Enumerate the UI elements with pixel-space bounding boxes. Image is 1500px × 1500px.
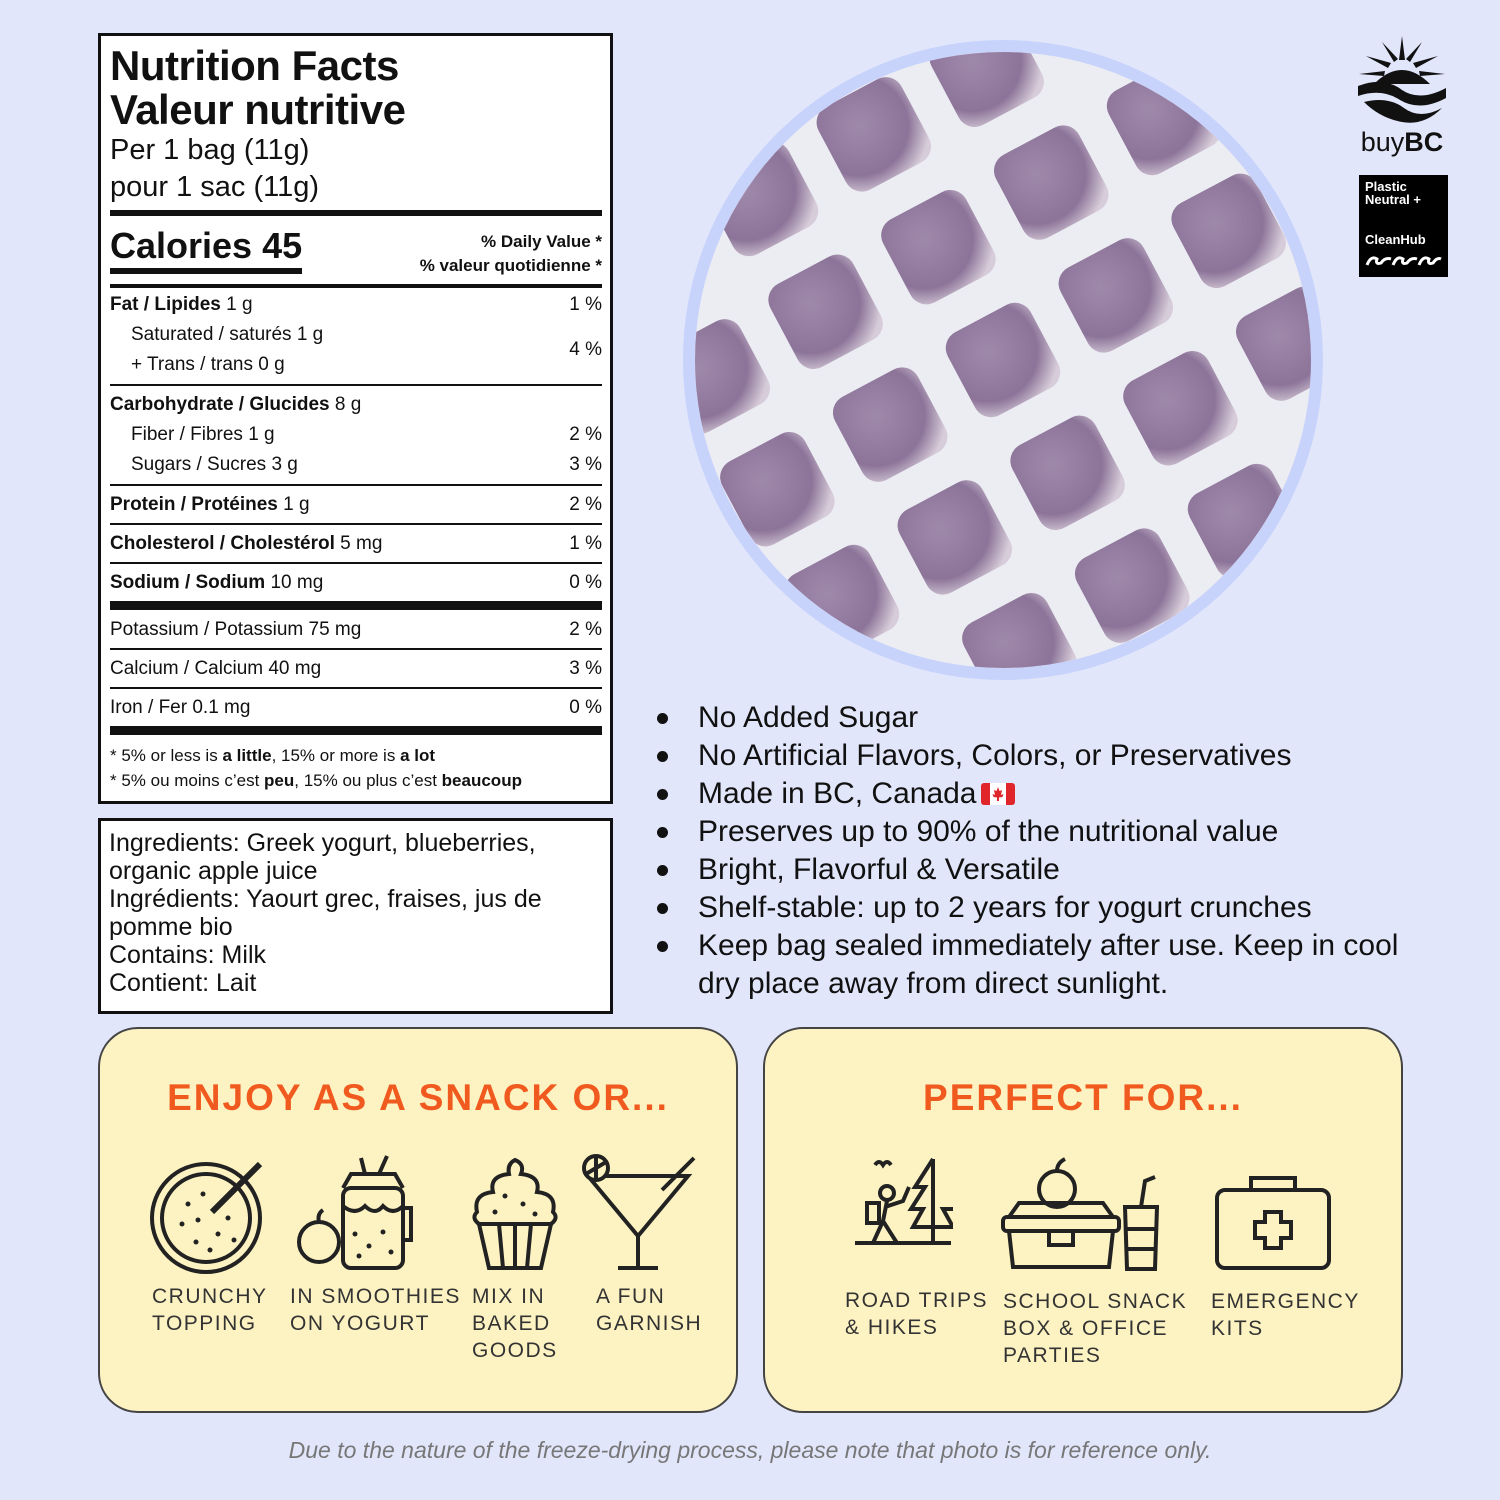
- enjoy-panel: [98, 1027, 738, 1413]
- feature-item: Keep bag sealed immediately after use. Keep in cool dry place away from direct sunlight.: [655, 927, 1415, 1003]
- nutrition-facts-panel: [98, 33, 613, 804]
- yogurt-piece: [827, 361, 954, 488]
- perfect-for-title: PERFECT FOR...: [923, 1077, 1243, 1118]
- protein-amount: 1 g: [277, 494, 310, 515]
- garnish-item: [578, 1154, 698, 1274]
- ingredients-en: Ingredients: Greek yogurt, blueberries, organic apple juice: [109, 829, 536, 885]
- perfect-for-panel: [763, 1027, 1403, 1413]
- yogurt-piece: [1246, 570, 1311, 668]
- carb-label: Carbohydrate / Glucides: [110, 394, 330, 415]
- yogurt-piece: [695, 52, 760, 150]
- bowl-icon: [148, 1154, 268, 1274]
- sun-mountain-icon: [1354, 28, 1450, 124]
- first-aid-kit-icon: [1213, 1172, 1333, 1272]
- yogurt-piece: [1230, 280, 1311, 407]
- yogurt-piece: [1069, 522, 1196, 649]
- cholesterol-row: [110, 525, 602, 562]
- calories-row: [110, 216, 602, 284]
- calories-label: Calories 45: [110, 226, 302, 274]
- nutrition-title-en: Nutrition Facts: [110, 42, 399, 89]
- feature-item: Preserves up to 90% of the nutritional value: [655, 813, 1415, 851]
- yogurt-piece: [695, 603, 793, 668]
- fiber-label: Fiber / Fibres 1 g: [131, 424, 275, 445]
- calcium-dv: 3 %: [569, 658, 602, 679]
- daily-value-footnote: [110, 735, 602, 793]
- cholesterol-dv: 1 %: [569, 533, 602, 554]
- garnish-label: A FUN GARNISH: [596, 1285, 703, 1335]
- sugars-label: Sugars / Sucres 3 g: [131, 454, 298, 475]
- yogurt-piece: [939, 296, 1066, 423]
- yogurt-piece: [988, 119, 1115, 246]
- protein-dv: 2 %: [569, 494, 602, 515]
- potassium-dv: 2 %: [569, 619, 602, 640]
- yogurt-piece: [956, 587, 1083, 668]
- product-photo: [683, 40, 1323, 680]
- baked-goods-label: MIX IN BAKED GOODS: [472, 1285, 558, 1362]
- sugars-row: [110, 450, 602, 480]
- carb-amount: 8 g: [329, 394, 362, 415]
- nutrition-title-fr: Valeur nutritive: [110, 86, 406, 133]
- saturated-row: Saturated / saturés 1 g: [131, 324, 324, 345]
- potassium-label: Potassium / Potassium 75 mg: [110, 619, 362, 640]
- enjoy-title: ENJOY AS A SNACK OR...: [167, 1077, 669, 1118]
- ingredients-panel: [98, 818, 613, 1014]
- footnote-en: * 5% or less is a little, 15% or more is a lot: [110, 746, 436, 765]
- calcium-row: [110, 650, 602, 687]
- divider: [110, 726, 602, 735]
- fat-label: Fat / Lipides: [110, 294, 221, 315]
- cleanhub-label: CleanHub: [1365, 232, 1426, 247]
- yogurt-piece: [695, 313, 776, 440]
- cholesterol-amount: 5 mg: [334, 533, 383, 554]
- yogurt-piece: [1004, 409, 1131, 536]
- yogurt-piece: [843, 651, 970, 668]
- fat-amount: 1 g: [220, 294, 253, 315]
- yogurt-piece: [1100, 54, 1227, 181]
- yogurt-piece: [697, 135, 824, 262]
- iron-row: [110, 689, 602, 726]
- school-snack-label: SCHOOL SNACK BOX & OFFICE PARTIES: [1003, 1290, 1188, 1367]
- crunchy-topping-label: CRUNCHY TOPPING: [152, 1285, 268, 1335]
- yogurt-piece: [695, 200, 712, 327]
- wave-icon: [1365, 251, 1443, 269]
- calcium-label: Calcium / Calcium 40 mg: [110, 658, 322, 679]
- feature-item: Made in BC, Canada: [655, 775, 1415, 813]
- yogurt-piece: [1165, 167, 1292, 294]
- smoothie-icon: [295, 1154, 415, 1274]
- daily-value-header: [420, 226, 602, 278]
- daily-value-fr: % valeur quotidienne *: [419, 256, 602, 275]
- baked-goods-item: [465, 1154, 565, 1274]
- divider: [110, 601, 602, 610]
- photo-disclaimer: Due to the nature of the freeze-drying process, please note that photo is for reference only.: [288, 1437, 1212, 1463]
- emergency-kits-item: [1213, 1172, 1333, 1272]
- sat-trans-dv: 4 %: [569, 339, 602, 360]
- serving-size-en: Per 1 bag (11g): [110, 134, 310, 166]
- yogurt-piece: [746, 52, 873, 85]
- sat-trans-group: [110, 320, 602, 380]
- smoothies-item: [295, 1154, 415, 1274]
- sodium-dv: 0 %: [569, 572, 602, 593]
- smoothies-label: IN SMOOTHIES ON YOGURT: [290, 1285, 461, 1335]
- fat-row: [110, 288, 602, 320]
- contains-en: Contains: Milk: [109, 941, 266, 969]
- serving-size-fr: pour 1 sac (11g): [110, 171, 320, 203]
- hiker-icon: [853, 1157, 953, 1245]
- cleanhub-badge: [1359, 175, 1448, 277]
- yogurt-crunch-pieces: [695, 52, 1311, 668]
- school-snack-item: [999, 1157, 1167, 1273]
- footnote-fr: * 5% ou moins c’est peu, 15% ou plus c’est beaucoup: [110, 771, 522, 790]
- cholesterol-label: Cholesterol / Cholestérol: [110, 533, 335, 554]
- sodium-amount: 10 mg: [265, 572, 324, 593]
- yogurt-piece: [1052, 232, 1179, 359]
- yogurt-piece: [695, 490, 728, 617]
- yogurt-piece: [1294, 393, 1311, 520]
- iron-label: Iron / Fer 0.1 mg: [110, 697, 251, 718]
- yogurt-piece: [778, 538, 905, 665]
- yogurt-piece: [875, 184, 1002, 311]
- feature-item: No Added Sugar: [655, 699, 1415, 737]
- buybc-logo: [1354, 28, 1450, 158]
- carb-row: [110, 386, 602, 420]
- yogurt-piece: [1213, 52, 1311, 117]
- cupcake-icon: [465, 1154, 565, 1274]
- fiber-row: [110, 420, 602, 450]
- sugars-dv: 3 %: [569, 454, 602, 475]
- road-trips-label: ROAD TRIPS & HIKES: [845, 1289, 988, 1339]
- crunchy-topping-item: [148, 1154, 268, 1274]
- contains-fr: Contient: Lait: [109, 969, 257, 997]
- potassium-row: [110, 610, 602, 648]
- yogurt-piece: [1278, 103, 1311, 230]
- yogurt-piece: [1181, 457, 1308, 584]
- daily-value-en: % Daily Value *: [481, 232, 602, 251]
- feature-item: No Artificial Flavors, Colors, or Preservatives: [655, 737, 1415, 775]
- yogurt-piece: [891, 474, 1018, 601]
- plastic-neutral-label: Plastic Neutral +: [1365, 179, 1421, 207]
- yogurt-piece: [810, 71, 937, 198]
- canada-flag-icon: [981, 783, 1015, 805]
- yogurt-piece: [714, 426, 841, 553]
- fiber-dv: 2 %: [569, 424, 602, 445]
- road-trips-item: [853, 1157, 953, 1245]
- buybc-wordmark: buyBC: [1360, 127, 1444, 157]
- emergency-kits-label: EMERGENCY KITS: [1211, 1290, 1360, 1340]
- fat-dv: 1 %: [569, 294, 602, 315]
- yogurt-piece: [923, 52, 1050, 133]
- sodium-label: Sodium / Sodium: [110, 572, 266, 593]
- feature-item: Bright, Flavorful & Versatile: [655, 851, 1415, 889]
- yogurt-piece: [1036, 52, 1163, 69]
- ingredients-fr: Ingrédients: Yaourt grec, fraises, jus de pomme bio: [109, 885, 542, 941]
- trans-row: + Trans / trans 0 g: [131, 354, 285, 375]
- lunchbox-icon: [999, 1157, 1167, 1273]
- sodium-row: [110, 564, 602, 601]
- protein-label: Protein / Protéines: [110, 494, 278, 515]
- protein-row: [110, 486, 602, 523]
- feature-list: [655, 699, 1415, 1003]
- yogurt-piece: [1117, 345, 1244, 472]
- feature-item: Shelf-stable: up to 2 years for yogurt crunches: [655, 889, 1415, 927]
- iron-dv: 0 %: [569, 697, 602, 718]
- cocktail-icon: [578, 1154, 698, 1274]
- yogurt-piece: [1133, 635, 1260, 668]
- yogurt-piece: [762, 248, 889, 375]
